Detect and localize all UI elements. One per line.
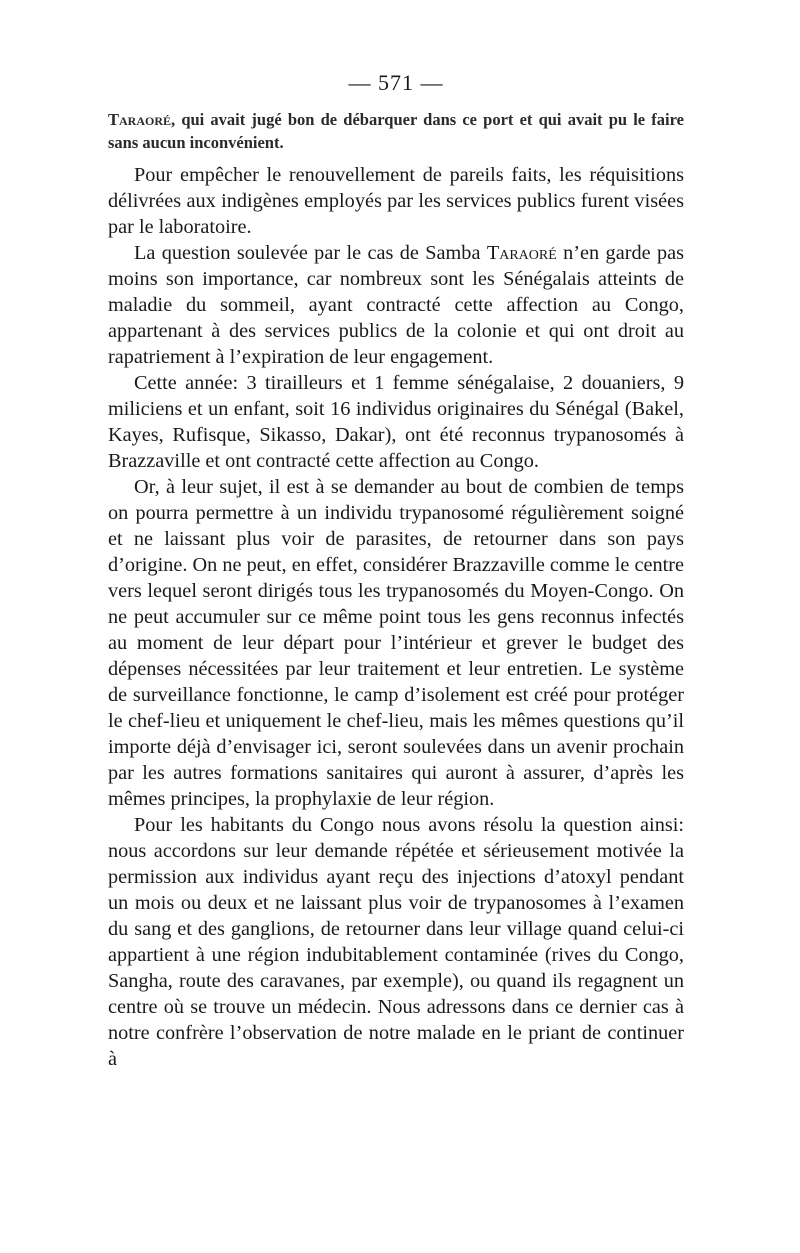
paragraph-4: Or, à leur sujet, il est à se demander au bout de combien de temps on pourra permettre à un individu trypanosomé régulièrement soigné et ne laissant plus voir de parasites, de retourner dans son pays d’origine. On ne peut, en effet, considérer Brazzaville comme le centre vers lequel seront dirigés tous les trypanosomés du Moyen-Congo. On ne peut accumuler sur ce même point tous les gens reconnus infectés au moment de leur départ pour l’intérieur et grever le budget des dépenses nécessitées par leur traitement et leur entretien. Le système de surveillance fonctionne, le camp d’isolement est créé pour protéger le chef-lieu et uniquement le chef-lieu, mais les mêmes questions qu’il importe déjà d’envisager ici, seront soulevées dans un avenir prochain par les autres formations sanitaires qui auront à assurer, d’après les mêmes principes, la prophylaxie de leur région. bbox=[108, 476, 684, 810]
paragraph-2-before: La question soulevée par le cas de Samba bbox=[134, 242, 487, 264]
document-page bbox=[108, 70, 684, 1072]
page-number: — 571 — bbox=[348, 70, 444, 95]
intro-name: Taraoré, bbox=[108, 110, 176, 129]
intro-paragraph bbox=[108, 108, 684, 154]
paragraph-2-after: n’en garde pas moins son importance, car nombreux sont les Sénégalais atteints de maladie du sommeil, ayant contracté cette affection au Congo, appartenant à des services publics de la colonie et qui ont droit au rapatriement à l’expiration de leur engagement. bbox=[108, 242, 685, 368]
paragraph-2 bbox=[108, 240, 684, 370]
paragraph-3: Cette année: 3 tirailleurs et 1 femme sénégalaise, 2 douaniers, 9 miliciens et un enfant, soit 16 individus originaires du Sénégal (Bakel, Kayes, Rufisque, Sikasso, Dakar), ont été reconnus trypanosomés à Brazzaville et ont contracté cette affection au Congo. bbox=[108, 372, 684, 472]
intro-text: qui avait jugé bon de débarquer dans ce port et qui avait pu le faire sans aucun inconvénient. bbox=[108, 110, 684, 152]
paragraph-1: Pour empêcher le renouvellement de pareils faits, les réquisitions délivrées aux indigènes employés par les services publics furent visées par le laboratoire. bbox=[108, 164, 684, 238]
paragraph-2-name: Taraoré bbox=[486, 242, 557, 264]
paragraph-5: Pour les habitants du Congo nous avons résolu la question ainsi: nous accordons sur leur demande répétée et sérieusement motivée la permission aux individus ayant reçu des injections d’atoxyl pendant un mois ou deux et ne laissant plus voir de trypanosomes à l’examen du sang et des ganglions, de retourner dans leur village quand celui-ci appartient à une région indubitablement contaminée (rives du Congo, Sangha, route des caravanes, par exemple), ou quand ils regagnent un centre où se trouve un médecin. Nous adressons dans ce dernier cas à notre confrère l’observation de notre malade en le priant de continuer à bbox=[108, 814, 684, 1070]
